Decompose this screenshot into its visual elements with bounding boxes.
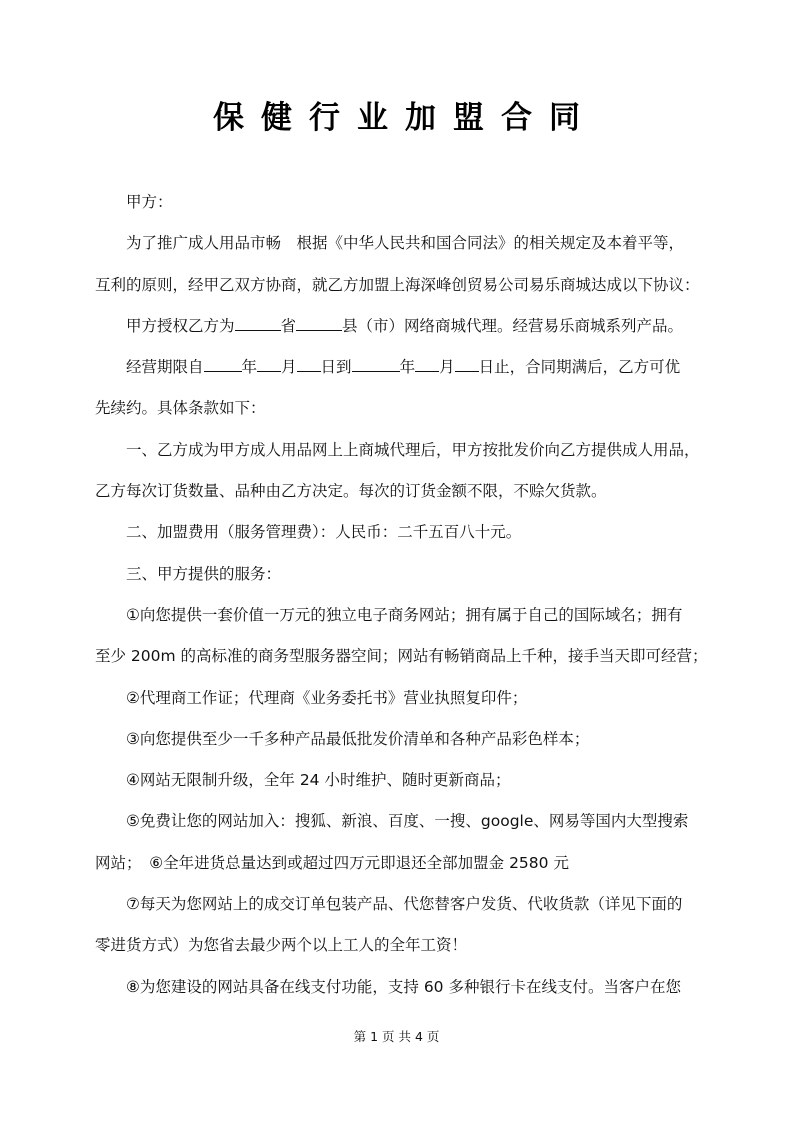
county-blank bbox=[296, 314, 342, 331]
service-1-line-1: ①向您提供一套价值一万元的独立电子商务网站；拥有属于自己的国际域名；拥有 bbox=[126, 605, 683, 624]
end-day-blank bbox=[455, 355, 479, 372]
page-number-footer: 第 1 页 共 4 页 bbox=[353, 1029, 440, 1044]
auth-county: 县（市）网络商城代理。经营易乐商城系列产品。 bbox=[342, 316, 684, 335]
end-year-blank bbox=[352, 355, 400, 372]
period-year-2: 年 bbox=[399, 358, 416, 377]
auth-province: 省 bbox=[280, 316, 297, 335]
period-day-to: 日到 bbox=[320, 358, 352, 377]
period-line-2: 先续约。具体条款如下： bbox=[95, 399, 266, 418]
preamble-line-2: 互利的原则，经甲乙双方协商，就乙方加盟上海深峰创贸易公司易乐商城达成以下协议： bbox=[95, 275, 700, 294]
party-a-line: 甲方： bbox=[126, 193, 173, 211]
start-day-blank bbox=[297, 355, 321, 372]
start-year-blank bbox=[204, 355, 242, 372]
service-7-line-1: ⑦每天为您网站上的成交订单包装产品、代您替客户发货、代收货款（详见下面的 bbox=[126, 895, 683, 914]
preamble-line-1: 为了推广成人用品市畅 根据《中华人民共和国合同法》的相关规定及本着平等， bbox=[126, 234, 685, 253]
period-month-2: 月 bbox=[439, 358, 455, 377]
end-month-blank bbox=[415, 355, 439, 372]
period-prefix: 经营期限自 bbox=[126, 358, 204, 377]
period-month: 月 bbox=[281, 358, 297, 377]
clause-2: 二、加盟费用（服务管理费）：人民币：二千五百八十元。 bbox=[126, 523, 522, 542]
authorization-line bbox=[95, 306, 701, 347]
service-2: ②代理商工作证；代理商《业务委托书》营业执照复印件； bbox=[126, 688, 528, 707]
period-year: 年 bbox=[241, 358, 258, 377]
province-blank bbox=[235, 314, 281, 331]
service-1-line-2: 至少 200m 的高标准的商务型服务器空间；网站有畅销商品上千种，接手当天即可经营； bbox=[95, 647, 708, 666]
period-line-1 bbox=[95, 347, 701, 388]
period-end: 日止，合同期满后，乙方可优 bbox=[478, 358, 681, 377]
document-body bbox=[95, 182, 708, 1008]
service-5-line-1: ⑤免费让您的网站加入：搜狐、新浪、百度、一搜、google、网易等国内大型搜索 bbox=[126, 812, 689, 831]
auth-prefix: 甲方授权乙方为 bbox=[126, 316, 235, 335]
document-title: 保健行业加盟合同 bbox=[213, 100, 597, 136]
service-7-line-2: 零进货方式）为您省去最少两个以上工人的全年工资！ bbox=[95, 936, 468, 955]
clause-1-line-1: 一、乙方成为甲方成人用品网上上商城代理后，甲方按批发价向乙方提供成人用品， bbox=[126, 440, 700, 459]
service-5-line-2: 网站； ⑥全年进货总量达到或超过四万元即退还全部加盟金 2580 元 bbox=[95, 853, 569, 872]
service-3: ③向您提供至少一千多种产品最低批发价清单和各种产品彩色样本； bbox=[126, 729, 590, 748]
start-month-blank bbox=[257, 355, 281, 372]
clause-3: 三、甲方提供的服务： bbox=[126, 564, 282, 583]
clause-1-line-2: 乙方每次订货数量、品种由乙方决定。每次的订货金额不限，不赊欠货款。 bbox=[95, 482, 607, 501]
service-4: ④网站无限制升级，全年 24 小时维护、随时更新商品； bbox=[126, 771, 511, 790]
service-8-line-1: ⑧为您建设的网站具备在线支付功能，支持 60 多种银行卡在线支付。当客户在您 bbox=[126, 977, 681, 996]
